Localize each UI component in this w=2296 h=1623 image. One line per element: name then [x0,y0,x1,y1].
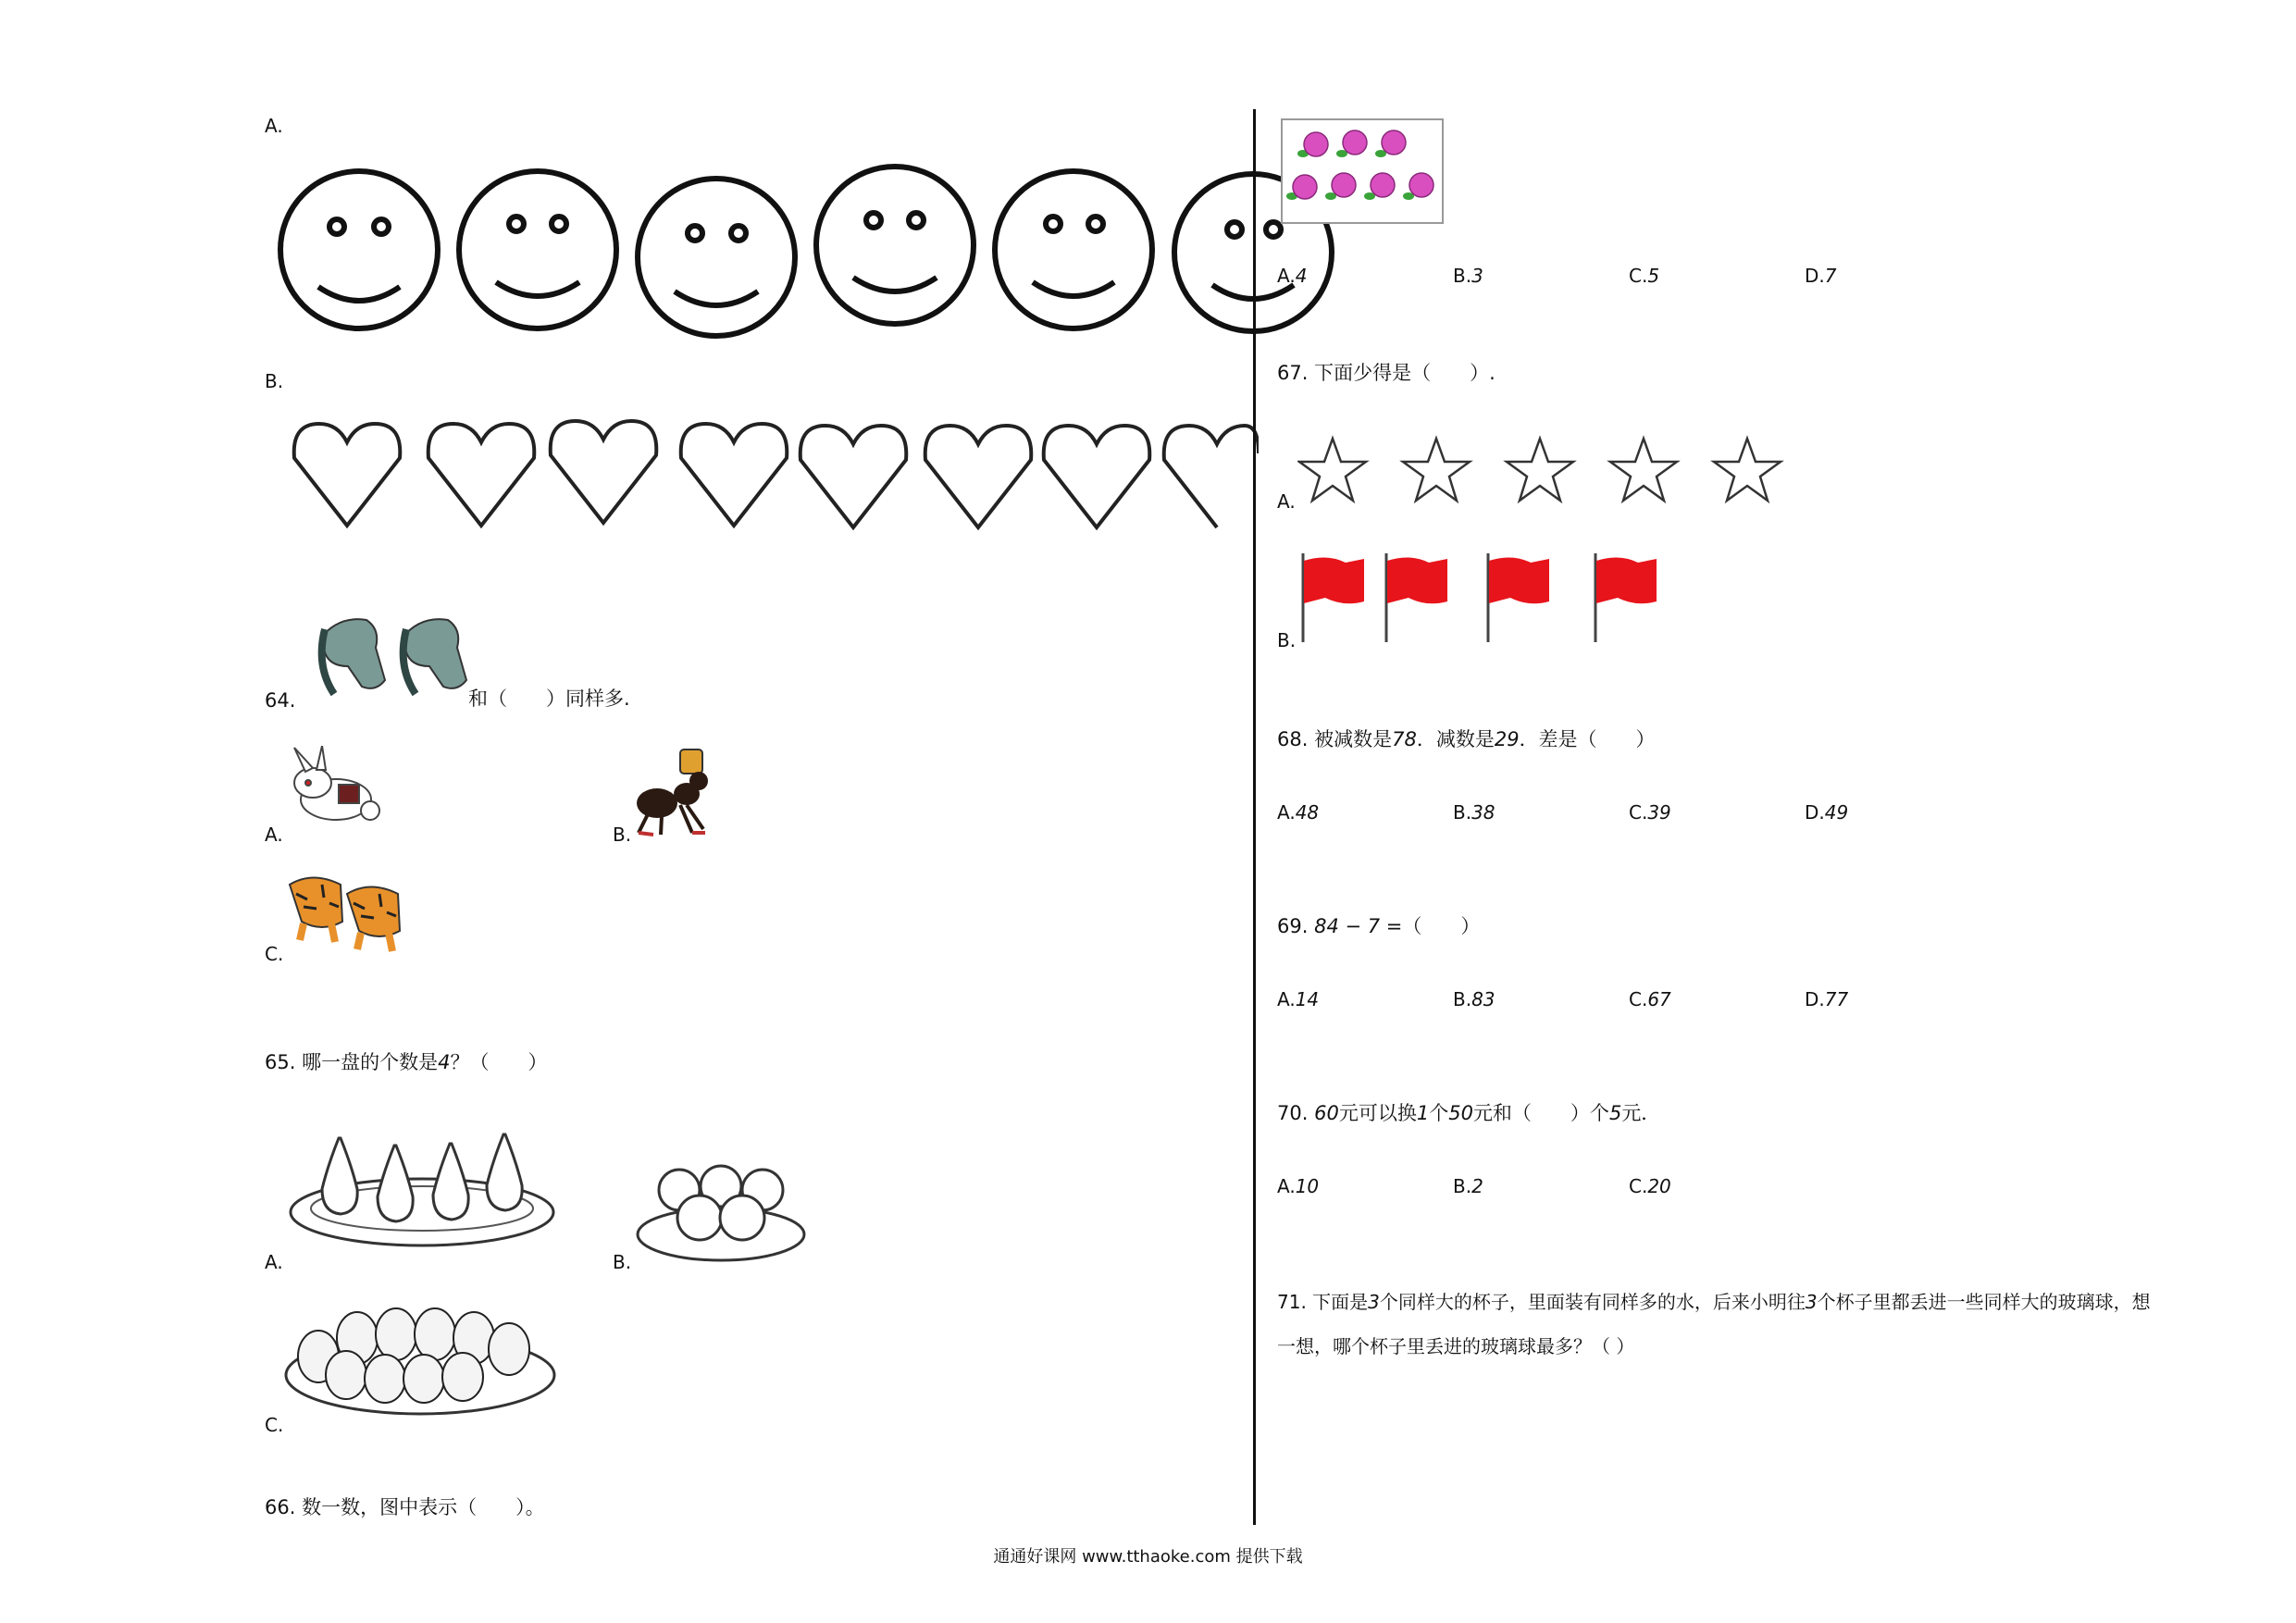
q69-option-b[interactable]: B.83 [1453,988,1496,1010]
apple-icon [720,1196,764,1240]
smiley-face-icon [816,167,974,324]
pears-plate-image [283,1120,561,1249]
apples-plate-image [633,1157,809,1268]
horse-head-icon [402,619,466,694]
apple-icon [677,1196,722,1240]
question-68-text-2: ．减数是 [1416,728,1495,750]
question-70-value-2: 1 [1416,1102,1430,1124]
q68-option-b[interactable]: B.38 [1453,801,1496,824]
stars-image [1297,435,1797,505]
q66-option-b[interactable]: B.3 [1453,265,1483,287]
smiley-face-icon [280,171,438,328]
question-68-number: 68. [1277,728,1309,750]
flower-icon [1403,173,1433,200]
question-68-value-2: 29 [1494,728,1520,750]
question-69-text: （ ） [1402,915,1481,937]
heart-icon [294,424,401,526]
smiley-face-icon [995,171,1152,328]
question-67-text: 下面少得是（ ）. [1314,362,1496,384]
question-65-text-after: ？（ ） [450,1051,548,1073]
q68-option-c[interactable]: C.39 [1629,801,1671,824]
q64-option-c-label: C. [265,943,284,965]
heart-icon [1164,426,1259,527]
q66-option-a[interactable]: A.4 [1277,265,1308,287]
pear-icon [487,1134,522,1210]
strawberry-icon [442,1353,483,1401]
q64-option-a-label: A. [265,824,283,846]
question-70 [1277,1101,1660,1125]
question-70-value-1: 60 [1314,1102,1339,1124]
page-footer: 通通好课网 www.tthaoke.com 提供下载 [993,1547,1303,1567]
q67-option-b-label: B. [1277,629,1297,651]
smiley-faces-image [274,157,1338,342]
q68-option-d[interactable]: D.49 [1805,801,1849,824]
q66-option-d[interactable]: D.7 [1805,265,1837,287]
flag-icon [1386,553,1447,642]
strawberry-icon [326,1351,366,1399]
question-69 [1277,914,1480,938]
heart-icon [681,424,788,526]
star-icon [1507,439,1573,501]
column-divider [1253,109,1256,1525]
q69-option-a[interactable]: A.14 [1277,988,1320,1010]
question-70-text-1: 元可以换 [1338,1102,1417,1124]
flower-icon [1325,173,1356,200]
strawberry-icon [376,1308,416,1360]
rabbit-image [285,746,387,829]
question-67-number: 67. [1277,362,1309,384]
question-71-line-2: 一想，哪个杯子里丢进的玻璃球最多？（ ） [1277,1335,1635,1357]
star-icon [1714,439,1781,501]
smiley-face-icon [638,179,795,336]
tigers-image [285,866,415,953]
flower-icon [1364,173,1395,200]
pear-icon [378,1146,413,1221]
q70-option-b[interactable]: B.2 [1453,1175,1483,1197]
question-66 [265,1495,545,1519]
q69-option-c[interactable]: C.67 [1629,988,1671,1010]
question-65-number: 65. [265,1051,296,1073]
flower-icon [1286,175,1317,200]
q64-option-b-label: B. [613,824,632,846]
question-68 [1277,727,1656,751]
q68-option-a[interactable]: A.48 [1277,801,1320,824]
strawberry-icon [415,1308,455,1360]
heart-icon [551,421,657,523]
question-66-text: 数一数，图中表示（ ）。 [302,1496,545,1518]
q70-option-a[interactable]: A.10 [1277,1175,1320,1197]
q67-option-a-label: A. [1277,490,1296,513]
strawberries-plate-image [281,1282,559,1421]
flags-image [1299,553,1669,646]
question-70-text-4: 元． [1621,1102,1661,1124]
rabbit-icon [294,746,379,820]
flower-icon [1336,130,1367,157]
flag-icon [1488,553,1549,642]
option-a-label: A. [265,115,283,137]
question-67 [1277,361,1496,385]
option-b-label: B. [265,370,284,392]
pear-icon [433,1144,468,1220]
question-64-number: 64. [265,689,296,712]
question-70-value-4: 5 [1608,1102,1622,1124]
question-68-text-3: ．差是（ ） [1519,728,1656,750]
flowers-image [1281,118,1444,224]
strawberry-icon [403,1355,444,1403]
tiger-icon [347,887,400,952]
flower-icon [1297,132,1328,157]
heart-icon [428,424,535,526]
question-70-text-3: 元和（ ）个 [1472,1102,1609,1124]
question-71-number: 71. [1277,1291,1307,1313]
flower-icon [1375,130,1406,157]
question-65-value: 4 [438,1051,451,1073]
smiley-face-icon [459,171,616,328]
heart-icon [925,426,1032,527]
tiger-icon [290,878,342,943]
heart-icon [800,426,907,527]
question-70-value-3: 50 [1448,1102,1473,1124]
horses-image [302,611,468,703]
star-icon [1299,439,1366,501]
question-64-text: 和（ ）同样多. [468,688,630,710]
question-65 [265,1050,547,1074]
flag-icon [1595,553,1657,642]
question-68-value-1: 78 [1392,728,1417,750]
q69-option-d[interactable]: D.77 [1805,988,1849,1010]
question-69-expression: 84 − 7 = [1314,915,1403,937]
ant-icon [637,750,708,835]
strawberry-icon [489,1323,529,1375]
question-69-number: 69. [1277,915,1309,937]
question-71-line-1: 71. 下面是3个同样大的杯子，里面装有同样多的水，后来小明往3个杯子里都丢进一些同样大的玻璃球，想 [1277,1291,2151,1313]
pear-icon [322,1138,357,1214]
q66-option-c[interactable]: C.5 [1629,265,1660,287]
question-68-text-1: 被减数是 [1314,728,1393,750]
star-icon [1610,439,1677,501]
question-70-number: 70. [1277,1102,1309,1124]
heart-icon [1044,426,1150,527]
hearts-image [287,416,1259,537]
q65-option-c-label: C. [265,1414,284,1436]
horse-head-icon [320,619,385,694]
question-65-text-before: 哪一盘的个数是 [302,1051,439,1073]
question-66-number: 66. [265,1496,296,1518]
ant-image [629,748,722,840]
star-icon [1403,439,1470,501]
flag-icon [1303,553,1364,642]
q70-option-c[interactable]: C.20 [1629,1175,1671,1197]
q65-option-b-label: B. [613,1251,632,1273]
q65-option-a-label: A. [265,1251,283,1273]
question-70-text-2: 个 [1429,1102,1449,1124]
strawberry-icon [365,1355,405,1403]
